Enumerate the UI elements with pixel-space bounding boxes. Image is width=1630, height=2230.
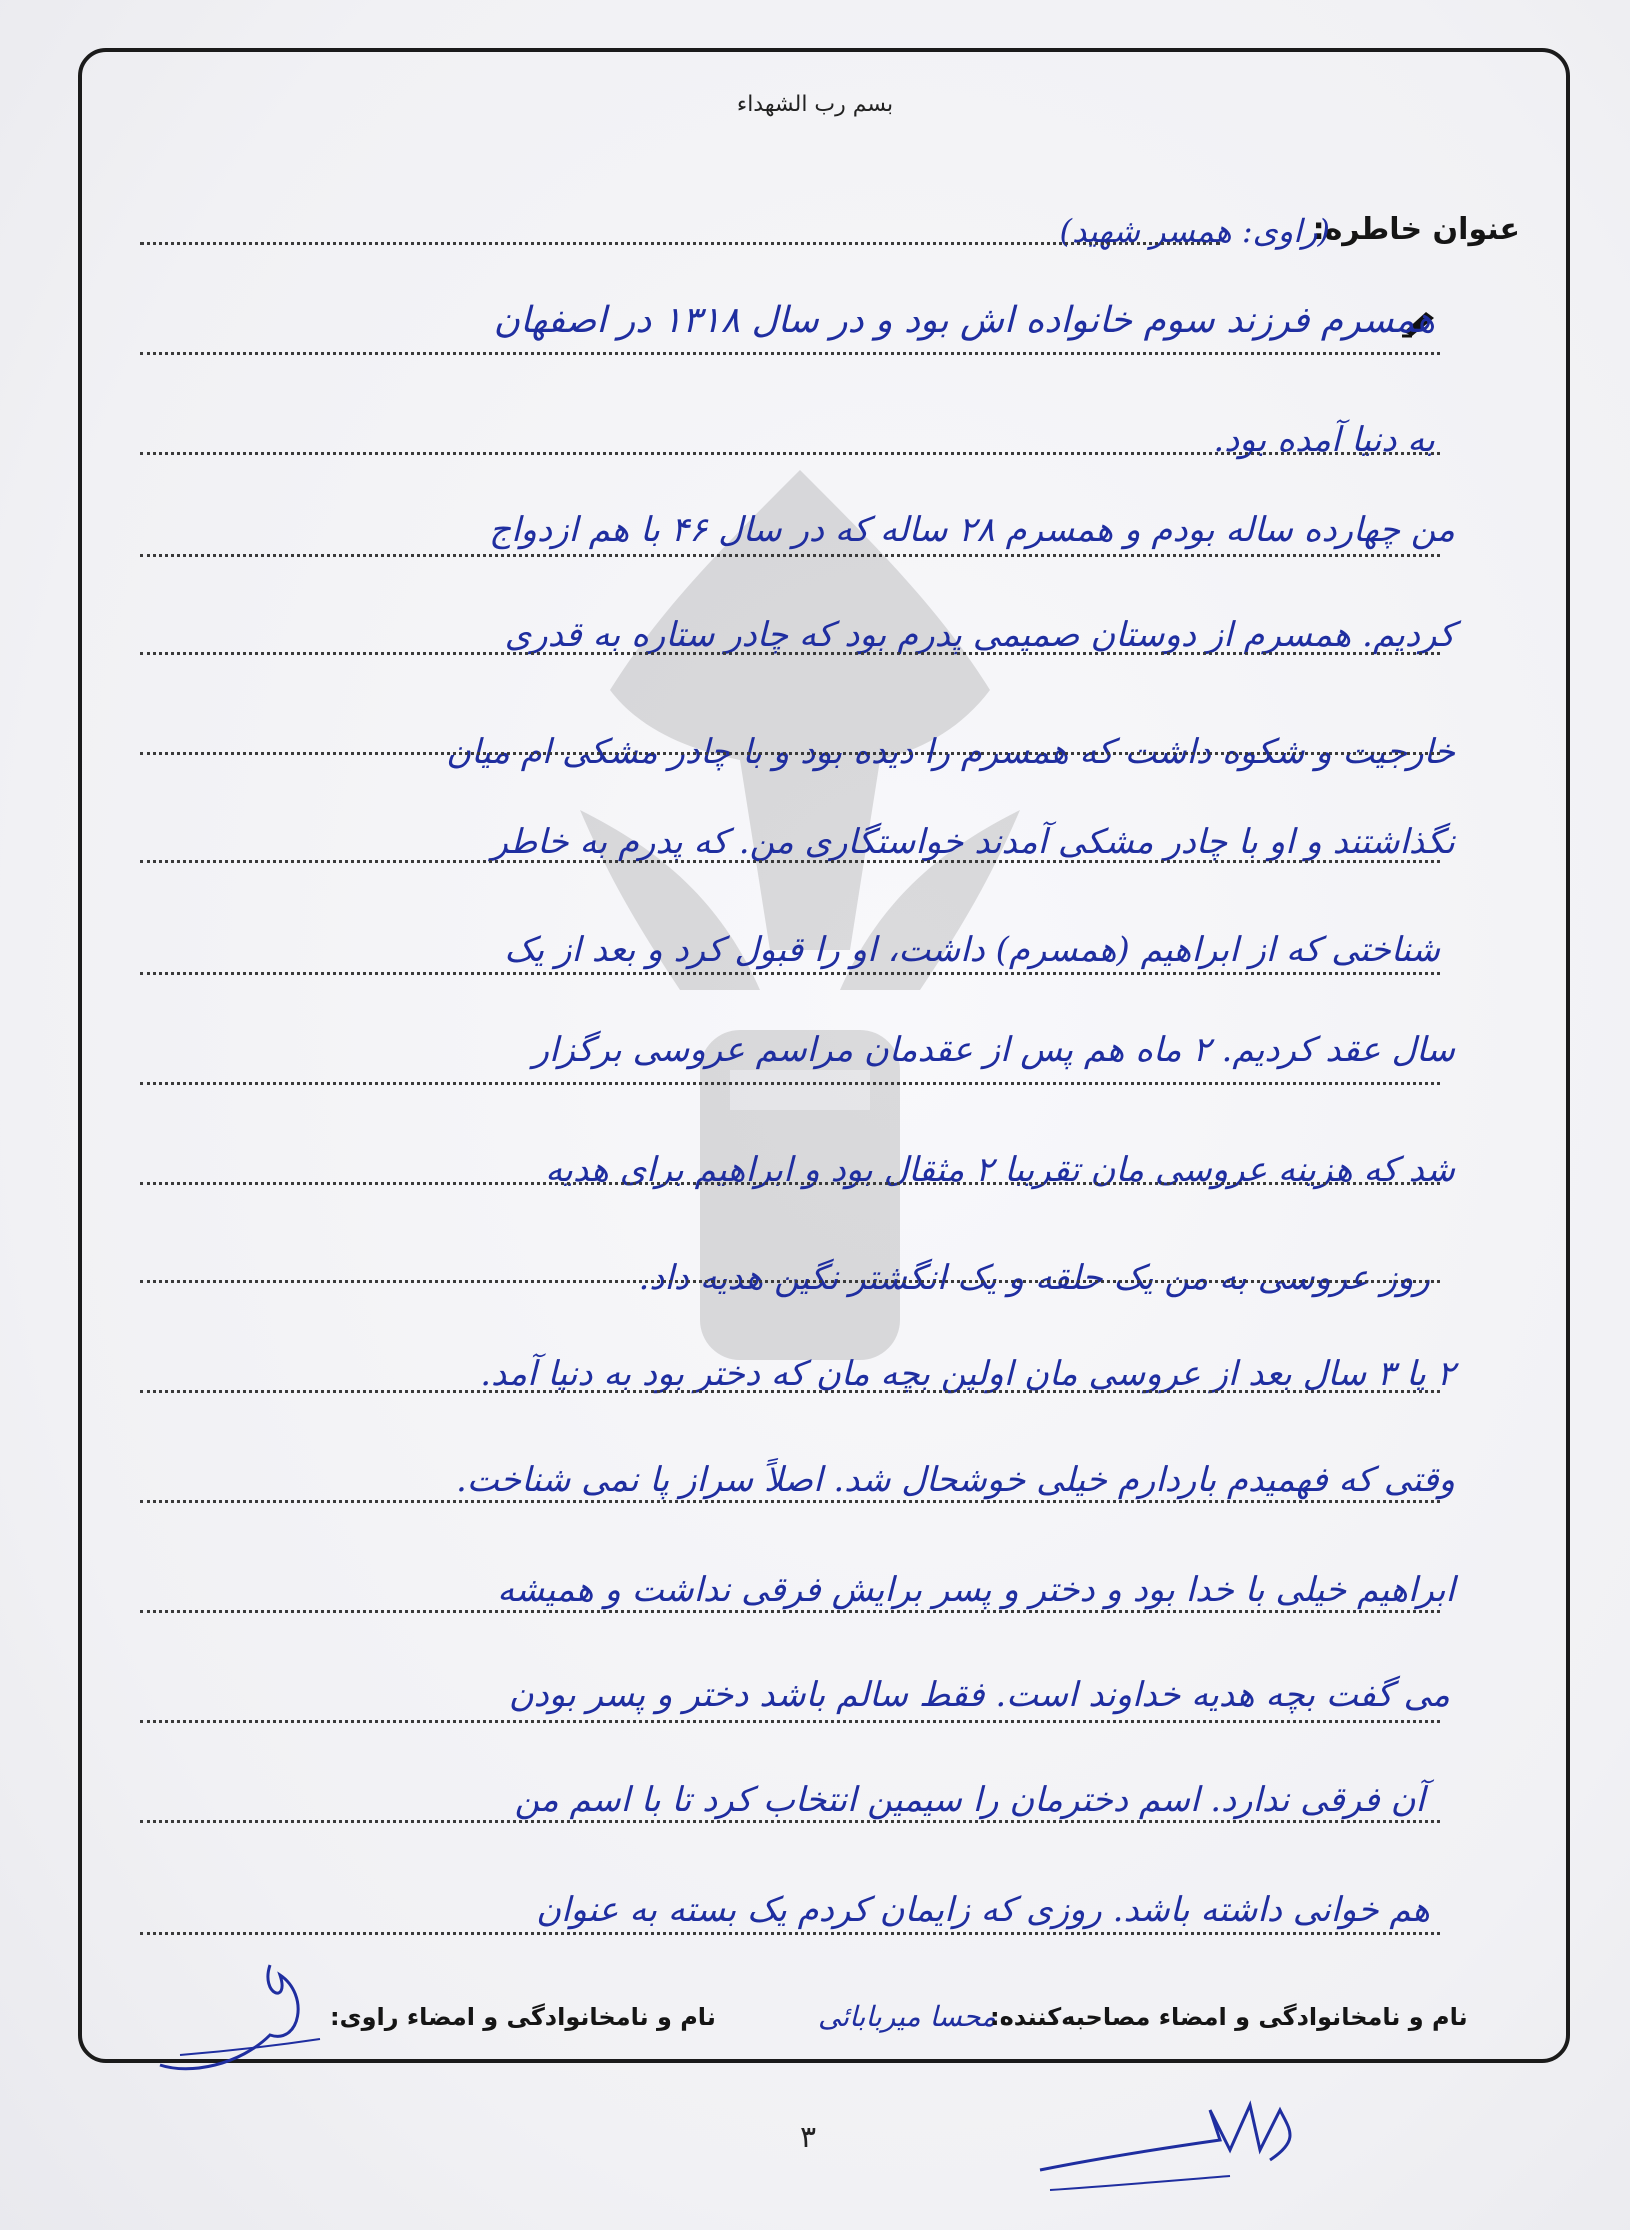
dotted-line-11 [140,1390,1440,1393]
memoir-title-label: عنوان خاطره: [1312,212,1520,247]
title-dotted-line [140,242,1220,245]
memoir-line-6: نگذاشتند و او با چادر مشکی آمدند خواستگاری من. که پدرم به خاطر [491,822,1455,862]
interviewer-signature [1030,2090,1330,2210]
dotted-line-15 [140,1820,1440,1823]
page-header: بسم رب الشهداء [736,92,894,117]
narrator-signature-label: نام و نامخانوادگی و امضاء راوی: [330,2003,716,2031]
memoir-line-3: من چهارده ساله بودم و همسرم ۲۸ ساله که در سال ۴۶ با هم ازدواج [489,510,1455,550]
dotted-line-16 [140,1932,1440,1935]
memoir-line-2: به دنیا آمده بود. [1213,420,1435,460]
dotted-line-1 [140,352,1440,355]
memoir-line-9: شد که هزینه عروسی مان تقریبا ۲ مثقال بود و ابراهیم برای هدیه [545,1150,1455,1190]
memoir-line-14: می گفت بچه هدیه خداوند است. فقط سالم باشد دختر و پسر بودن [508,1675,1450,1715]
dotted-line-5 [140,752,1440,755]
dotted-line-3 [140,554,1440,557]
memoir-line-4: کردیم. همسرم از دوستان صمیمی پدرم بود که چادر ستاره به قدری [504,615,1455,655]
dotted-line-2 [140,452,1440,455]
dotted-line-13 [140,1610,1440,1613]
dotted-line-10 [140,1280,1440,1283]
memoir-line-13: ابراهیم خیلی با خدا بود و دختر و پسر برایش فرقی نداشت و همیشه [497,1570,1455,1610]
memoir-line-5: خارجیت و شکوه داشت که همسرم را دیده بود و با چادر مشکی ام میان [446,732,1455,772]
dotted-line-4 [140,652,1440,655]
dotted-line-6 [140,860,1440,863]
memoir-line-10: روز عروسی به من یک حلقه و یک انگشتر نگین هدیه داد. [638,1258,1430,1298]
dotted-line-12 [140,1500,1440,1503]
memoir-line-8: سال عقد کردیم. ۲ ماه هم پس از عقدمان مراسم عروسی برگزار [532,1030,1455,1070]
memoir-title-value: (راوی: همسر شهید) [1059,212,1330,250]
interviewer-signature-label: نام و نامخانوادگی و امضاء مصاحبه‌کننده: [990,2003,1468,2031]
dotted-line-14 [140,1720,1440,1723]
page-number: ۳ [800,2120,817,2155]
interviewer-name: محسا میربابائی [818,2000,997,2033]
dotted-line-7 [140,972,1440,975]
memoir-line-11: ۲ یا ۳ سال بعد از عروسی مان اولین بچه مان که دختر بود به دنیا آمد. [480,1354,1455,1394]
memoir-line-16: هم خوانی داشته باشد. روزی که زایمان کردم یک بسته به عنوان [536,1890,1430,1930]
narrator-signature [150,1955,330,2095]
dotted-line-9 [140,1182,1440,1185]
memoir-line-12: وقتی که فهمیدم باردارم خیلی خوشحال شد. اصلاً سراز پا نمی شناخت. [455,1460,1455,1500]
dotted-line-8 [140,1082,1440,1085]
memoir-line-15: آن فرقی ندارد. اسم دخترمان را سیمین انتخاب کرد تا با اسم من [514,1780,1425,1820]
memoir-line-7: شناختی که از ابراهیم (همسرم) داشت، او را قبول کرد و بعد از یک [504,930,1440,970]
memoir-line-1: همسرم فرزند سوم خانواده اش بود و در سال ۱۳۱۸ در اصفهان [493,300,1435,341]
